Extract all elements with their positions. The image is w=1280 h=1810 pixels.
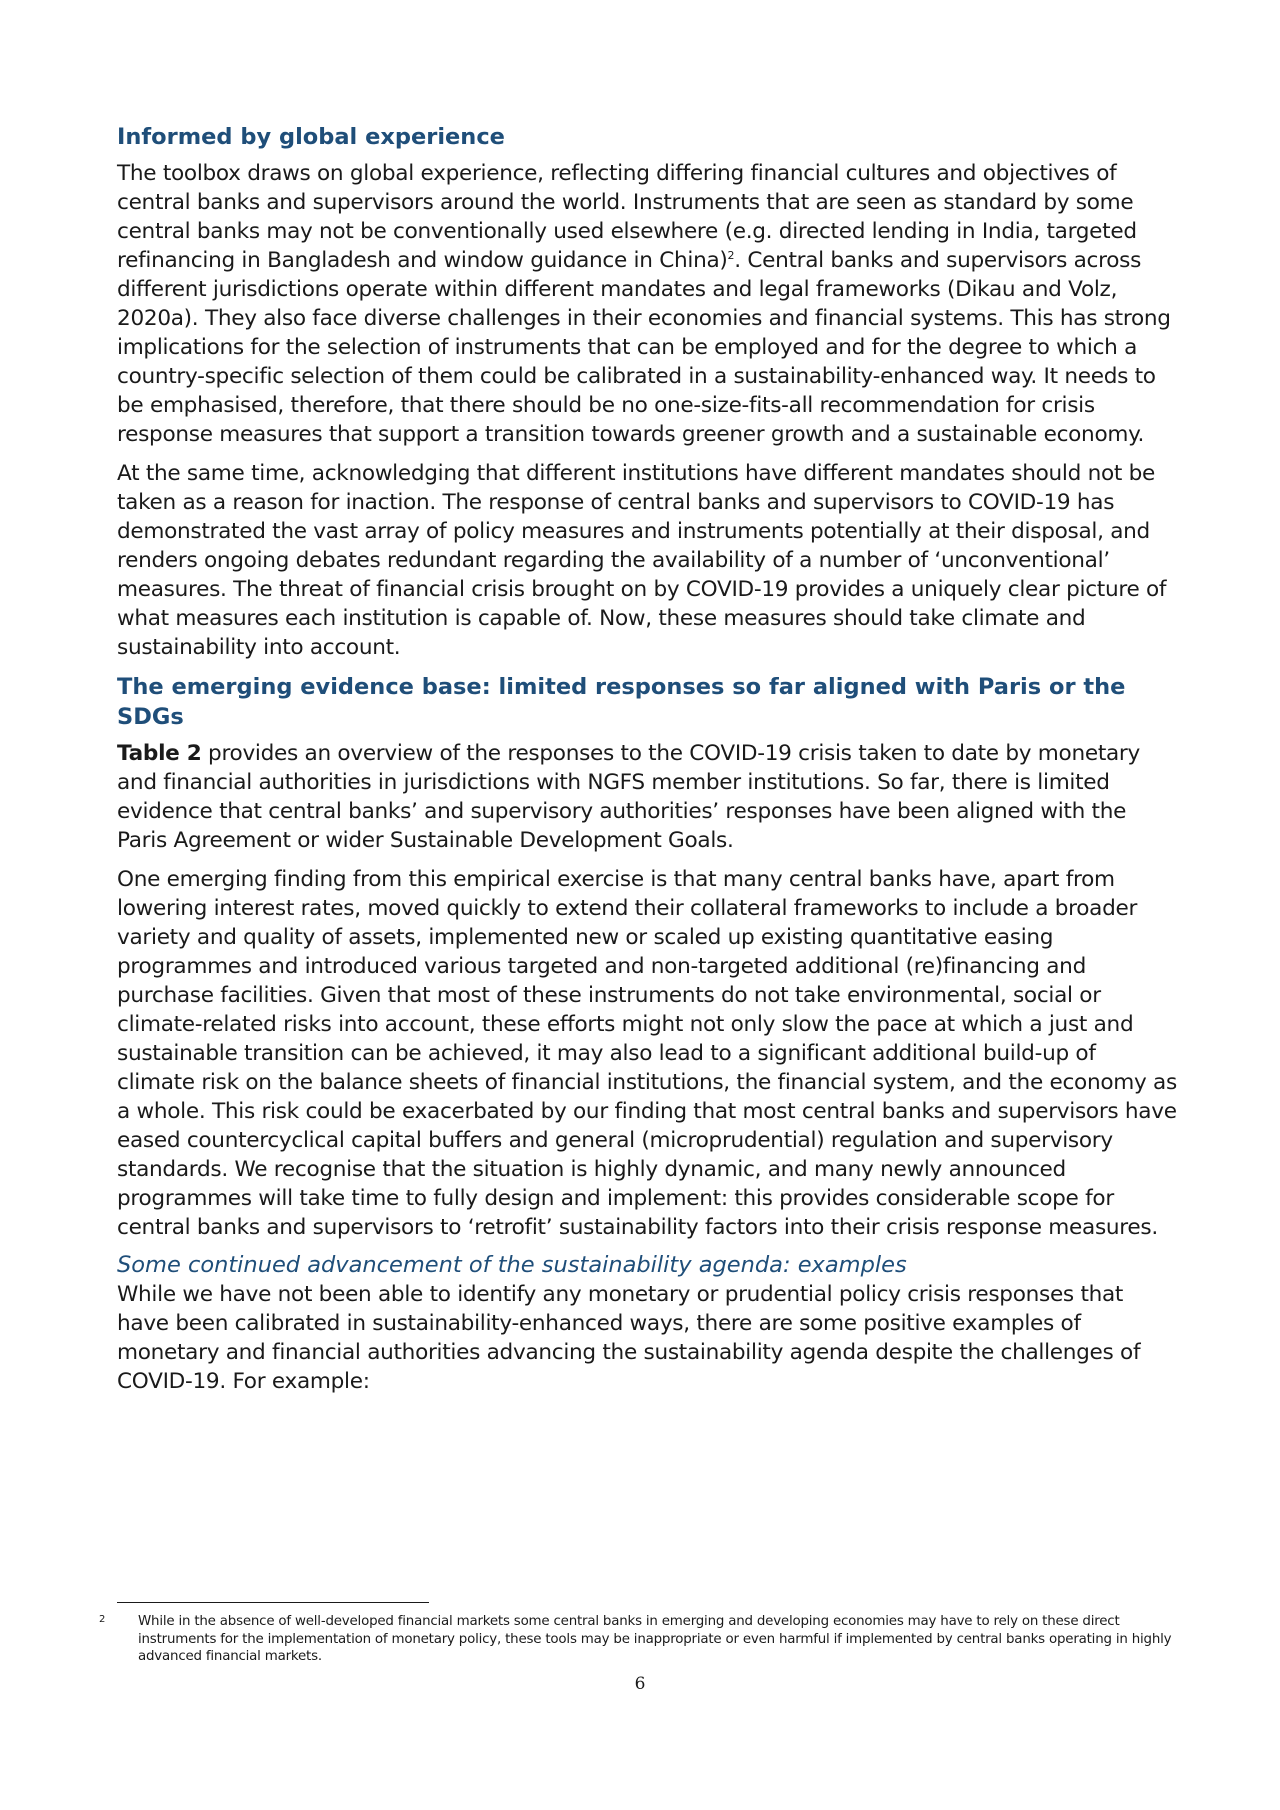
footnote-number: 2 bbox=[99, 1614, 106, 1625]
section-heading-evidence-base: The emerging evidence base: limited responses so far aligned with Paris or the SDGs bbox=[117, 674, 1126, 730]
paragraph-table-2 bbox=[117, 739, 1177, 855]
paragraph-examples: While we have not been able to identify any monetary or prudential policy crisis responses that have been calibrated in sustainability-enhanced ways, there are some positive examples of monetary and financial authorities advancing the sustainability agenda despite the challenges of COVID-19. For example: bbox=[117, 1282, 1141, 1394]
paragraph-same-time: At the same time, acknowledging that different institutions have different mandates should not be taken as a reason for inaction. The response of central banks and supervisors to COVID-19 has demonstrated the vast array of policy measures and instruments potentially at their disposal, and renders ongoing debates redundant regarding the availability of a number of ‘unconventional’ measures. The threat of financial crisis brought on by COVID-19 provides a uniquely clear picture of what measures each institution is capable of. Now, these measures should take climate and sustainability into account. bbox=[117, 461, 1167, 660]
page-number: 6 bbox=[634, 1674, 646, 1694]
table-2-reference[interactable]: Table 2 bbox=[117, 741, 202, 766]
paragraph-table-2-text: provides an overview of the responses to the COVID-19 crisis taken to date by monetary and financial authorities in jurisdictions with NGFS member institutions. So far, there is limited evidence that central banks’ and supervisory authorities’ responses have been aligned with the Paris Agreement or wider Sustainable Development Goals. bbox=[117, 741, 1140, 853]
footnote-text: While in the absence of well-developed financial markets some central banks in emerging and developing economies may have to rely on these direct instruments for the implementation of monetary policy, these tools may be inappropriate or even harmful if implemented by central banks operating in highly advanced financial markets. bbox=[138, 1614, 1172, 1664]
footnote-divider bbox=[117, 1602, 429, 1603]
paragraph-toolbox-text-a: The toolbox draws on global experience, reflecting differing financial cultures and objectives of central banks and supervisors around the world. Instruments that are seen as standard by some central banks may not be conventionally used elsewhere (e.g. directed lending in India, targeted refinancing in Bangladesh and window guidance in China) bbox=[117, 161, 1137, 273]
section-heading-global-experience: Informed by global experience bbox=[117, 124, 505, 150]
footnote bbox=[99, 1613, 1177, 1666]
paragraph-emerging-finding: One emerging finding from this empirical exercise is that many central banks have, apart from lowering interest rates, moved quickly to extend their collateral frameworks to include a broader variety and quality of assets, implemented new or scaled up existing quantitative easing programmes and introduced various targeted and non-targeted additional (re)financing and purchase facilities. Given that most of these instruments do not take environmental, social or climate-related risks into account, these efforts might not only slow the pace at which a just and sustainable transition can be achieved, it may also lead to a significant additional build-up of climate risk on the balance sheets of financial institutions, the financial system, and the economy as a whole. This risk could be exacerbated by our finding that most central banks and supervisors have eased countercyclical capital buffers and general (microprudential) regulation and supervisory standards. We recognise that the situation is highly dynamic, and many newly announced programmes will take time to fully design and implement: this provides considerable scope for central banks and supervisors to ‘retrofit’ sustainability factors into their crisis response measures. bbox=[117, 867, 1177, 1240]
page-body bbox=[117, 122, 1177, 1396]
footnote-reference[interactable]: 2 bbox=[727, 248, 735, 262]
paragraph-toolbox bbox=[117, 159, 1177, 449]
paragraph-toolbox-text-b: . Central banks and supervisors across different jurisdictions operate within different mandates and legal frameworks (Dikau and Volz, 2020a). They also face diverse challenges in their economies and financial systems. This has strong implications for the selection of instruments that can be employed and for the degree to which a country-specific selection of them could be calibrated in a sustainability-enhanced way. It needs to be emphasised, therefore, that there should be no one-size-fits-all recommendation for crisis response measures that support a transition towards greener growth and a sustainable economy. bbox=[117, 248, 1171, 447]
subsection-heading-examples: Some continued advancement of the sustainability agenda: examples bbox=[117, 1252, 907, 1278]
